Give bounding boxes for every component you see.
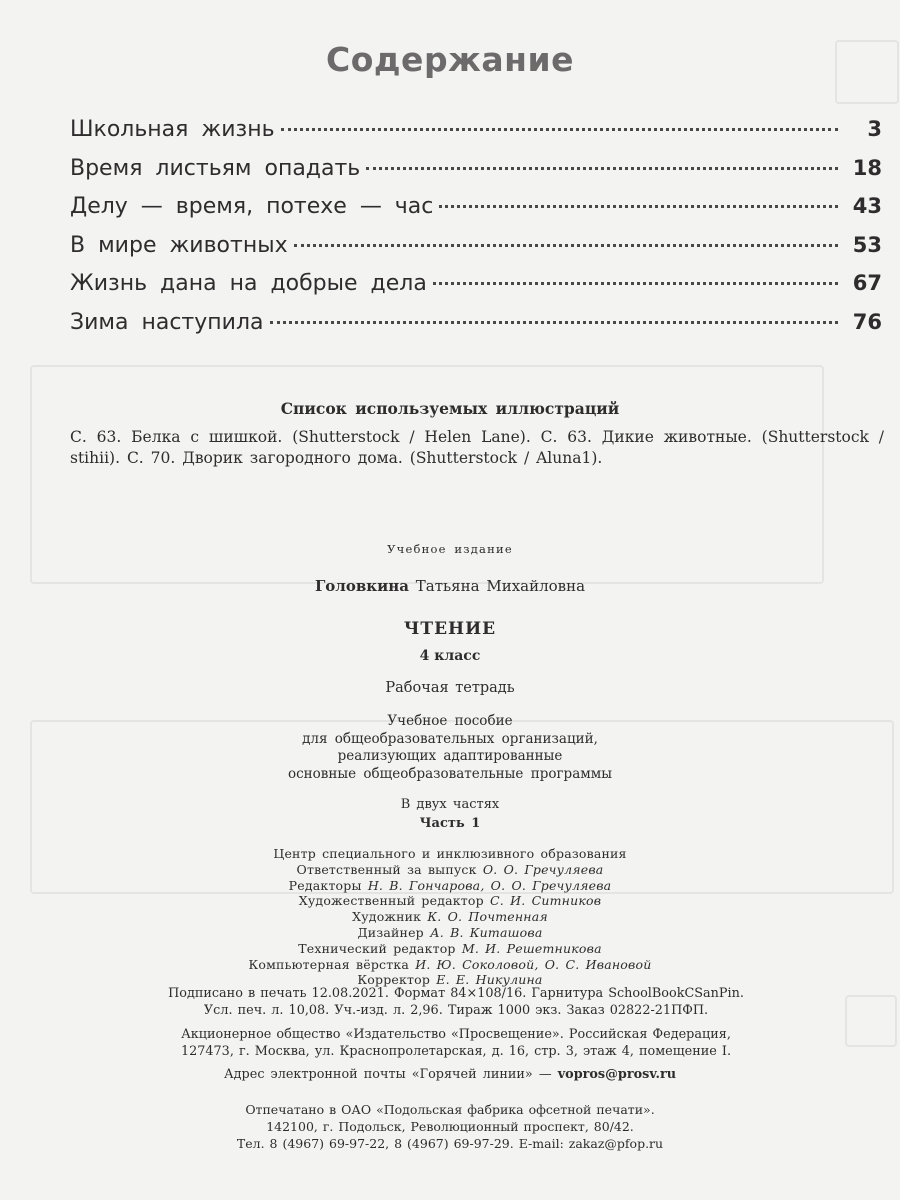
toc-entry — [70, 264, 882, 303]
toc-entry-label: Школьная жизнь — [70, 117, 275, 142]
toc-entry-label: В мире животных — [70, 232, 288, 258]
credit-line — [0, 893, 900, 909]
toc-dot-leader — [281, 128, 838, 131]
toc-entry — [70, 149, 882, 188]
printer-info — [0, 1101, 900, 1152]
toc-entry — [70, 303, 882, 342]
credit-names: О. О. Гречуляева — [482, 861, 604, 877]
toc-entry-label: Делу — время, потехе — час — [70, 194, 434, 219]
publisher-line: Акционерное общество «Издательство «Просвещение». Российская Федерация, — [181, 1027, 731, 1042]
toc-entry-page: 67 — [852, 271, 882, 295]
illustrations-title: Список используемых иллюстраций — [280, 399, 620, 418]
purpose-line: реализующих адаптированные — [337, 748, 563, 764]
parts-label: В двух частях — [400, 797, 500, 812]
purpose-line: Учебное пособие — [387, 713, 513, 729]
toc-entry-label: Время листьям опадать — [70, 155, 361, 181]
credit-line — [0, 846, 900, 862]
toc-entry — [70, 226, 882, 265]
credit-role: Художественный редактор — [298, 893, 484, 909]
toc-entry — [70, 187, 882, 226]
print-details-line: Усл. печ. л. 10,08. Уч.-изд. л. 2,96. Тираж 1000 экз. Заказ 02822-21ПФП. — [203, 1002, 709, 1018]
toc-entry-page: 76 — [852, 309, 882, 334]
hotline-info — [0, 1067, 900, 1082]
credit-line — [0, 862, 900, 878]
toc-dot-leader — [433, 282, 838, 285]
table-of-contents — [70, 110, 882, 341]
credit-line — [0, 909, 900, 925]
toc-entry-label: Зима наступила — [70, 309, 264, 335]
credit-names: М. И. Решетникова — [461, 940, 602, 956]
credit-role: Компьютерная вёрстка — [248, 956, 410, 972]
credit-names: И. Ю. Соколовой, О. С. Ивановой — [415, 956, 652, 972]
printer-line: Отпечатано в ОАО «Подольская фабрика офсетной печати». — [245, 1102, 655, 1117]
hotline-label: Адрес электронной почты «Горячей линии» — — [223, 1067, 552, 1082]
grade-label: 4 класс — [419, 648, 481, 664]
toc-entry-page: 53 — [852, 232, 882, 257]
edition-label: Учебное издание — [387, 542, 513, 556]
toc-dot-leader — [366, 167, 838, 170]
credit-names: Н. В. Гончарова, О. О. Гречуляева — [367, 877, 612, 893]
printer-line: 142100, г. Подольск, Революционный проспект, 80/42. — [266, 1119, 634, 1134]
credit-names: К. О. Почтенная — [427, 909, 548, 925]
credit-role: Центр специального и инклюзивного образования — [273, 846, 627, 861]
credit-line — [0, 957, 900, 973]
author-surname: Головкина — [314, 577, 409, 595]
author-given-names: Татьяна Михайловна — [415, 577, 586, 595]
credit-line — [0, 941, 900, 957]
toc-dot-leader — [294, 244, 838, 247]
publisher-line: 127473, г. Москва, ул. Краснопролетарская, д. 16, стр. 3, этаж 4, помещение I. — [180, 1044, 732, 1059]
toc-entry-page: 3 — [867, 117, 882, 141]
book-type: Рабочая тетрадь — [385, 680, 515, 696]
book-title: ЧТЕНИЕ — [403, 619, 497, 639]
purpose-line: для общеобразовательных организаций, — [302, 730, 598, 747]
credit-role: Технический редактор — [298, 940, 456, 956]
credit-role: Редакторы — [288, 877, 362, 893]
print-details-line: Подписано в печать 12.08.2021. Формат 84×108/16. Гарнитура SchoolBookCSanPin. — [168, 986, 744, 1001]
parts-info — [0, 795, 900, 833]
toc-dot-leader — [270, 321, 839, 324]
credit-names: Е. Е. Никулина — [436, 972, 543, 988]
bleed-through-frame — [845, 995, 897, 1047]
credit-line — [0, 878, 900, 894]
author-name — [0, 577, 900, 595]
toc-entry-page: 18 — [852, 155, 882, 180]
credit-role: Корректор — [357, 972, 431, 988]
credit-role: Дизайнер — [357, 924, 424, 940]
credit-names: А. В. Киташова — [430, 924, 543, 940]
toc-entry-label: Жизнь дана на добрые дела — [70, 271, 427, 296]
credit-line — [0, 925, 900, 941]
toc-title: Содержание — [326, 40, 574, 79]
purpose-line: основные общеобразовательные программы — [287, 765, 612, 782]
toc-entry — [70, 110, 882, 149]
hotline-email: vopros@prosv.ru — [557, 1067, 676, 1082]
credit-role: Художник — [352, 909, 422, 925]
book-purpose — [0, 713, 900, 783]
credits-list — [0, 846, 900, 988]
toc-entry-page: 43 — [852, 194, 882, 218]
publisher-info — [86, 1026, 826, 1060]
illustrations-credits: С. 63. Белка с шишкой. (Shutterstock / Helen Lane). С. 63. Дикие животные. (Shutterstock / stihii). С. 70. Дворик загородного дома. (Shutterstock / Aluna1). — [70, 428, 884, 467]
print-details — [86, 986, 826, 1019]
printer-line: Тел. 8 (4967) 69-97-22, 8 (4967) 69-97-29. E-mail: zakaz@pfop.ru — [236, 1136, 664, 1151]
credit-role: Ответственный за выпуск — [296, 861, 477, 877]
credit-names: С. И. Ситников — [490, 893, 602, 909]
part-label: Часть 1 — [419, 816, 481, 831]
toc-dot-leader — [439, 205, 838, 208]
